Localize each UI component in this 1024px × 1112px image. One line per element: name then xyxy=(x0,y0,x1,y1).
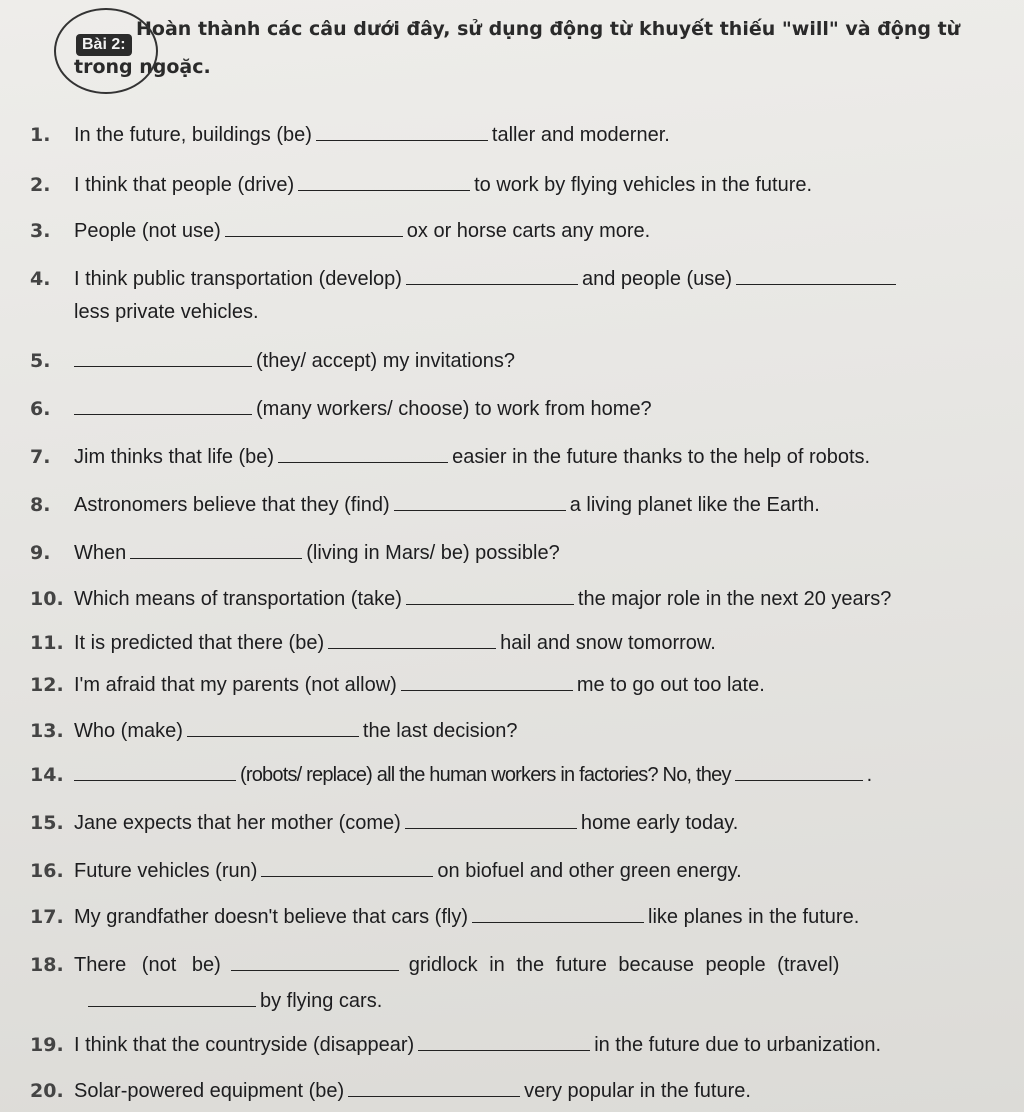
question-number: 2. xyxy=(30,174,51,196)
question-text: (many workers/ choose) to work from home? xyxy=(256,398,652,420)
question-8 xyxy=(30,490,990,519)
hand-drawn-circle xyxy=(54,8,158,94)
answer-blank[interactable] xyxy=(405,808,577,829)
question-5 xyxy=(30,346,990,375)
answer-blank[interactable] xyxy=(88,986,256,1007)
question-19 xyxy=(30,1030,990,1059)
answer-blank[interactable] xyxy=(735,760,863,781)
question-number: 4. xyxy=(30,268,51,290)
question-text: the major role in the next 20 years? xyxy=(577,588,892,610)
question-text: I think public transportation (develop) xyxy=(74,268,402,290)
answer-blank[interactable] xyxy=(394,490,566,511)
answer-blank[interactable] xyxy=(278,442,448,463)
question-text: ox or horse carts any more. xyxy=(406,220,651,242)
question-text: When xyxy=(74,542,127,564)
question-15 xyxy=(30,808,990,837)
question-text: I think that the countryside (disappear) xyxy=(74,1034,415,1056)
question-18 xyxy=(30,950,990,979)
question-text: home early today. xyxy=(580,812,739,834)
question-text: Solar-powered equipment (be) xyxy=(74,1080,345,1102)
answer-blank[interactable] xyxy=(261,856,433,877)
question-number: 7. xyxy=(30,446,51,468)
question-number: 5. xyxy=(30,350,51,372)
question-number: 9. xyxy=(30,542,51,564)
answer-blank[interactable] xyxy=(406,264,578,285)
answer-blank[interactable] xyxy=(316,120,488,141)
question-text: People (not use) xyxy=(74,220,221,242)
question-number: 17. xyxy=(30,906,64,928)
question-18-continuation xyxy=(74,986,382,1015)
answer-blank[interactable] xyxy=(736,264,896,285)
question-text: the last decision? xyxy=(362,720,518,742)
question-number: 10. xyxy=(30,588,64,610)
question-13 xyxy=(30,716,990,745)
question-14 xyxy=(30,760,990,789)
question-1 xyxy=(30,120,990,149)
question-text: Future vehicles (run) xyxy=(74,860,258,882)
question-text: . xyxy=(866,764,873,786)
question-text: a living planet like the Earth. xyxy=(569,494,820,516)
question-4-continuation: less private vehicles. xyxy=(74,301,259,323)
question-7 xyxy=(30,442,990,471)
question-text: My grandfather doesn't believe that cars (fly) xyxy=(74,906,469,928)
question-number: 16. xyxy=(30,860,64,882)
question-number: 1. xyxy=(30,124,51,146)
question-text: (they/ accept) my invitations? xyxy=(256,350,515,372)
answer-blank[interactable] xyxy=(472,902,644,923)
question-text: gridlock in the future because people (travel) xyxy=(408,954,840,976)
answer-blank[interactable] xyxy=(406,584,574,605)
question-17 xyxy=(30,902,990,931)
question-text: hail and snow tomorrow. xyxy=(500,632,716,654)
question-number: 20. xyxy=(30,1080,64,1102)
question-number: 6. xyxy=(30,398,51,420)
question-text: me to go out too late. xyxy=(576,674,765,696)
question-2 xyxy=(30,170,990,199)
question-11 xyxy=(30,628,990,657)
question-text: There (not be) xyxy=(74,954,221,976)
answer-blank[interactable] xyxy=(225,216,403,237)
question-text: (living in Mars/ be) possible? xyxy=(306,542,560,564)
question-text: Who (make) xyxy=(74,720,183,742)
answer-blank[interactable] xyxy=(74,760,236,781)
question-4 xyxy=(30,264,990,293)
question-text: on biofuel and other green energy. xyxy=(437,860,742,882)
exercise-instruction-line2: trong ngoặc. xyxy=(74,56,211,78)
question-10 xyxy=(30,584,990,613)
question-text: It is predicted that there (be) xyxy=(74,632,325,654)
question-number: 8. xyxy=(30,494,51,516)
question-text: In the future, buildings (be) xyxy=(74,124,312,146)
question-3 xyxy=(30,216,990,245)
question-12 xyxy=(30,670,990,699)
answer-blank[interactable] xyxy=(348,1076,520,1097)
exercise-badge: Bài 2: xyxy=(76,34,132,56)
question-number: 14. xyxy=(30,764,64,786)
question-16 xyxy=(30,856,990,885)
answer-blank[interactable] xyxy=(298,170,470,191)
question-text: taller and moderner. xyxy=(491,124,670,146)
question-text: I think that people (drive) xyxy=(74,174,295,196)
answer-blank[interactable] xyxy=(74,346,252,367)
question-text: Jane expects that her mother (come) xyxy=(74,812,401,834)
answer-blank[interactable] xyxy=(231,950,399,971)
answer-blank[interactable] xyxy=(328,628,496,649)
question-number: 12. xyxy=(30,674,64,696)
question-number: 19. xyxy=(30,1034,64,1056)
question-text: to work by flying vehicles in the future. xyxy=(474,174,813,196)
question-number: 13. xyxy=(30,720,64,742)
question-text: in the future due to urbanization. xyxy=(594,1034,882,1056)
exercise-instruction: Hoàn thành các câu dưới đây, sử dụng động từ khuyết thiếu "will" và động từ xyxy=(136,18,961,40)
question-number: 18. xyxy=(30,954,64,976)
answer-blank[interactable] xyxy=(401,670,573,691)
question-text: I'm afraid that my parents (not allow) xyxy=(74,674,397,696)
answer-blank[interactable] xyxy=(187,716,359,737)
answer-blank[interactable] xyxy=(74,394,252,415)
question-20 xyxy=(30,1076,990,1105)
exercise-header xyxy=(56,12,986,78)
question-number: 11. xyxy=(30,632,64,654)
question-text: Which means of transportation (take) xyxy=(74,588,402,610)
question-number: 3. xyxy=(30,220,51,242)
question-text: Jim thinks that life (be) xyxy=(74,446,275,468)
question-number: 15. xyxy=(30,812,64,834)
question-text: Astronomers believe that they (find) xyxy=(74,494,390,516)
question-6 xyxy=(30,394,990,423)
answer-blank[interactable] xyxy=(418,1030,590,1051)
question-text: like planes in the future. xyxy=(648,906,860,928)
question-text: very popular in the future. xyxy=(524,1080,751,1102)
question-text: easier in the future thanks to the help of robots. xyxy=(452,446,871,468)
question-text: and people (use) xyxy=(581,268,733,290)
question-text: (robots/ replace) all the human workers in factories? No, they xyxy=(240,764,731,786)
question-9 xyxy=(30,538,990,567)
question-text: by flying cars. xyxy=(260,990,383,1012)
answer-blank[interactable] xyxy=(130,538,302,559)
